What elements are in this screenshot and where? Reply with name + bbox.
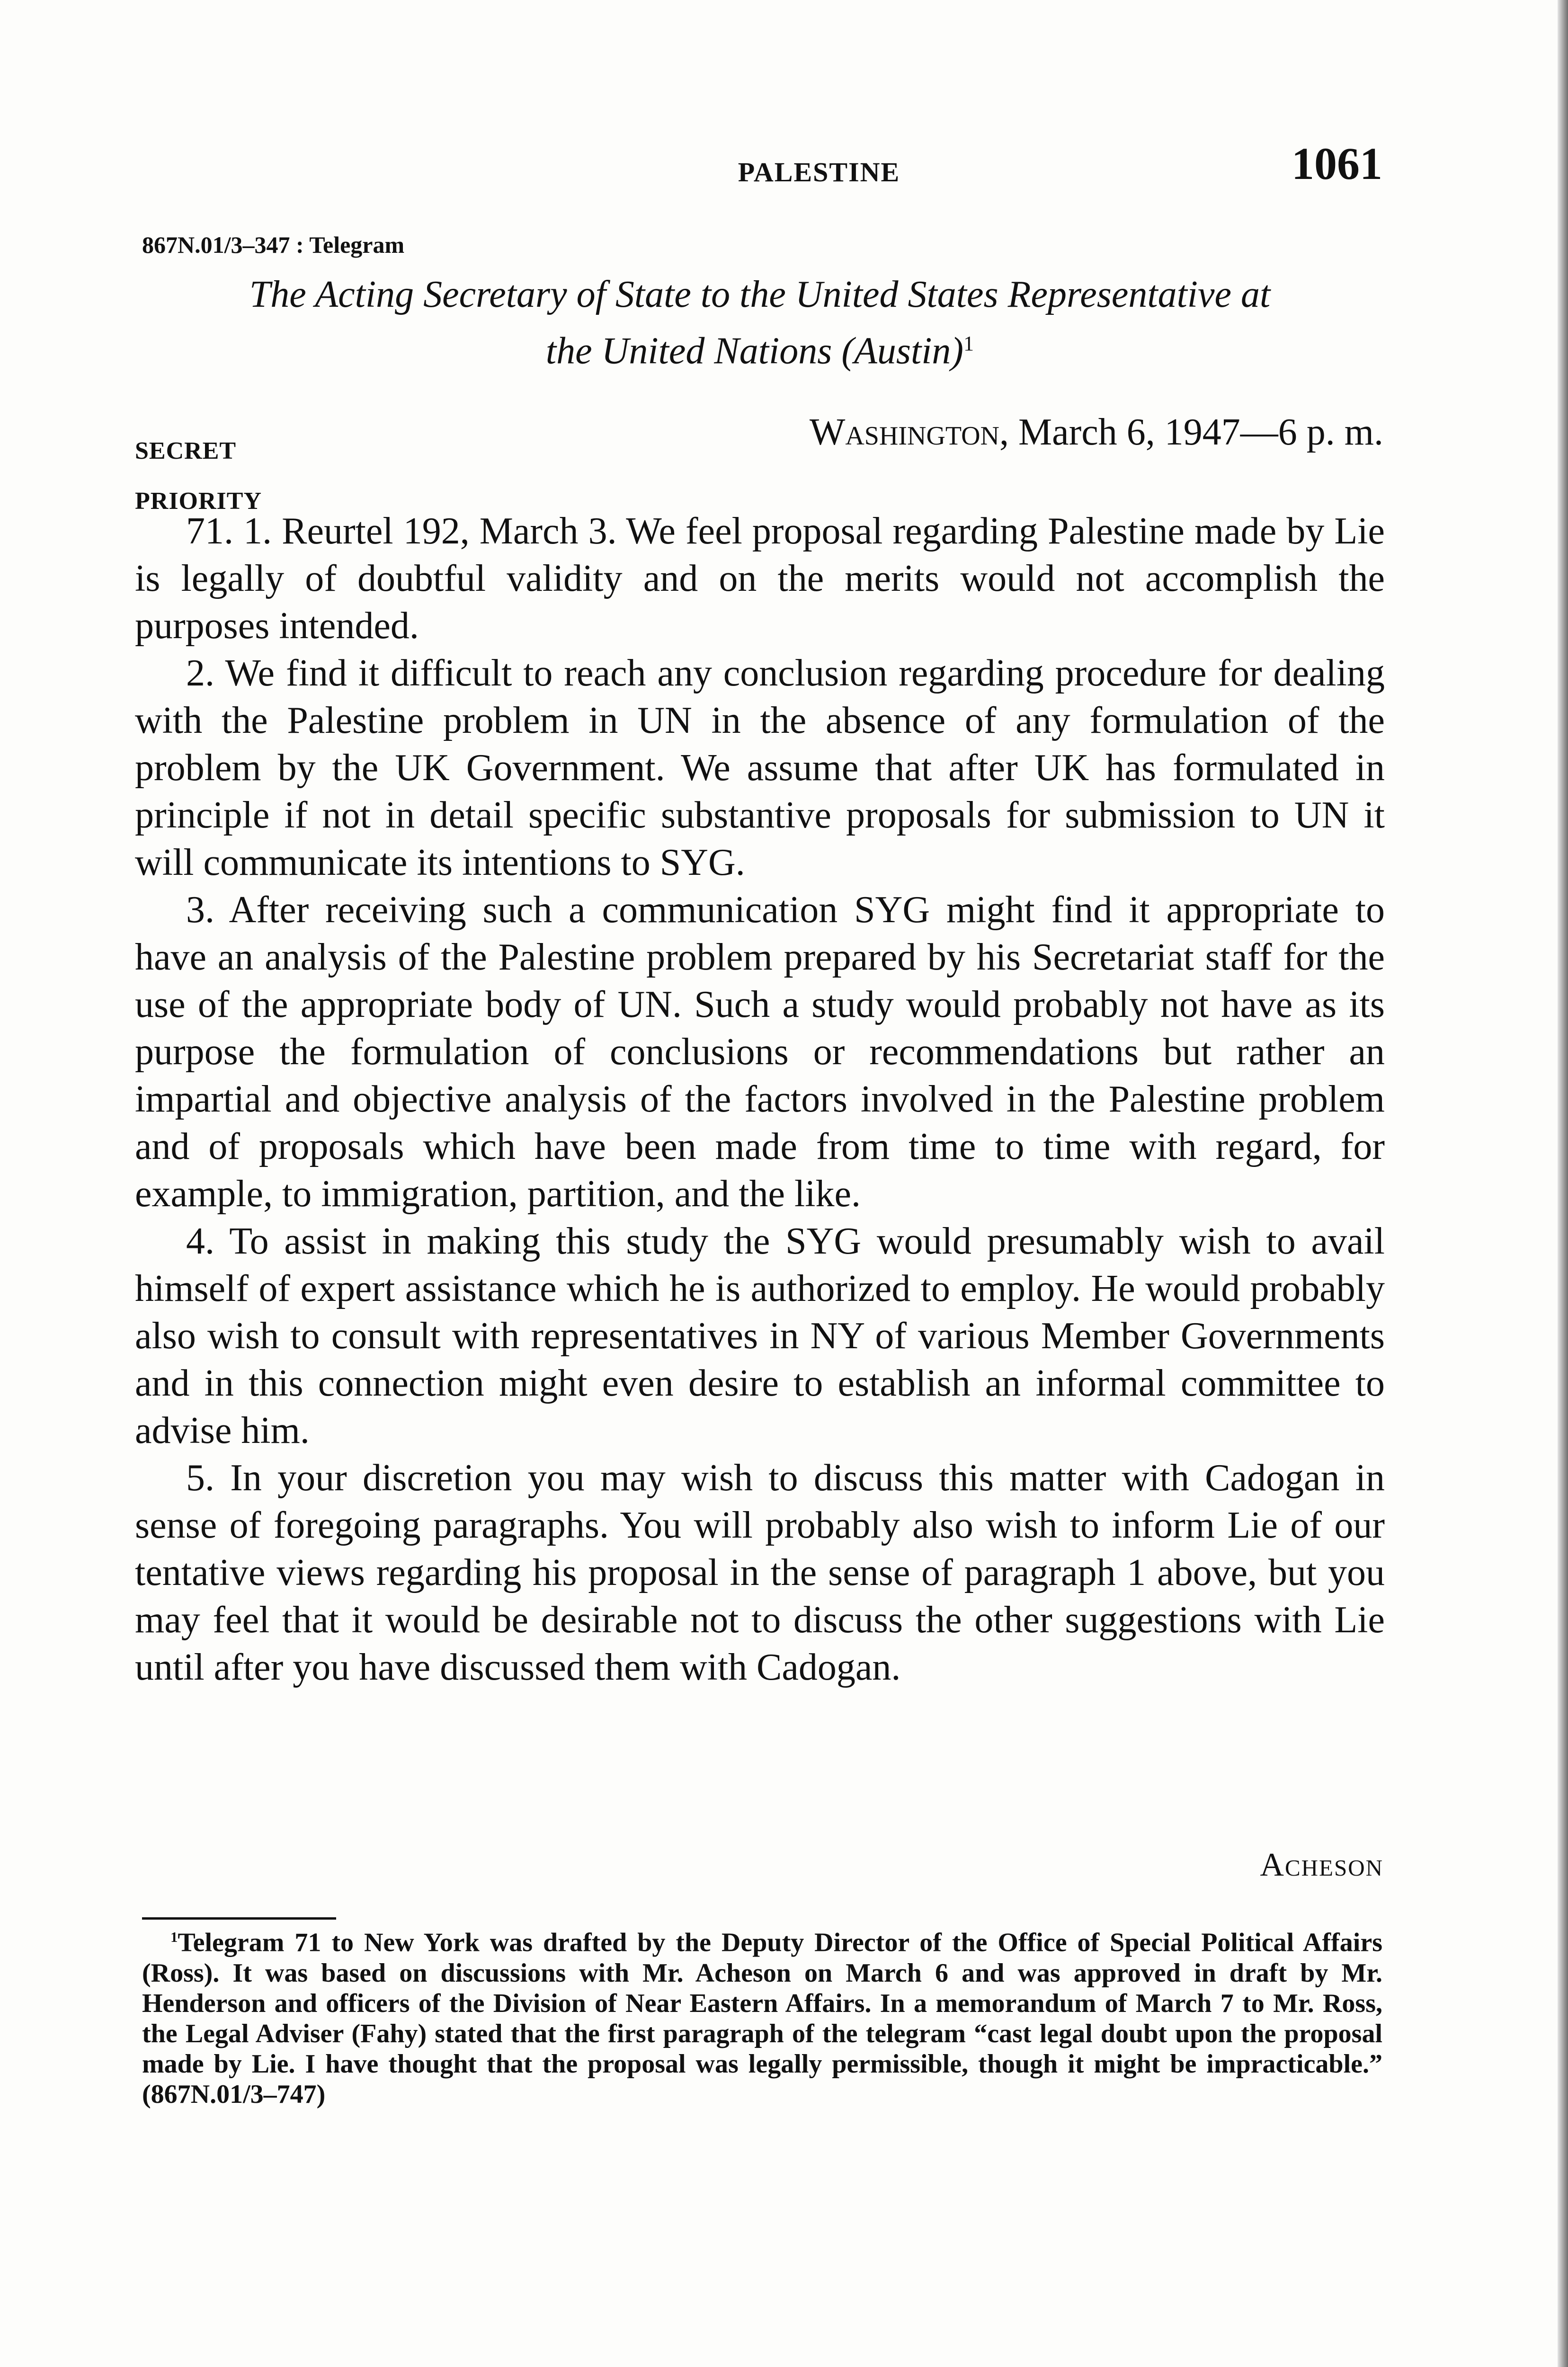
page-number: 1061 [1292, 138, 1382, 189]
signature: Acheson [1260, 1847, 1383, 1883]
running-head [133, 137, 1382, 204]
heading-footnote-marker: 1 [963, 332, 974, 355]
dateline [810, 411, 1383, 454]
precedence: PRIORITY [135, 488, 262, 515]
footnote-text: Telegram 71 to New York was drafted by the Deputy Director of the Office of Special Political Affairs (Ross). It was based on discussions with Mr. Acheson on March 6 and was approved in draft by Mr. Henderson and officers of the Division of Near Eastern Affairs. In a memorandum of March 7 to Mr. Ross, the Legal Adviser (Fahy) stated that the first paragraph of the telegram “cast legal doubt upon the proposal made by Lie. I have thought that the proposal was legally permissible, though it might be impracticable.” (867N.01/3–747) [142, 1928, 1382, 2109]
page-edge-shadow [1558, 0, 1568, 2367]
footnote [142, 1922, 1382, 2109]
dateline-place: Washington [809, 411, 999, 453]
dateline-date: , March 6, 1947—6 p. m. [999, 411, 1383, 453]
heading-line-2-wrapper [135, 319, 1385, 376]
document-heading [135, 270, 1385, 376]
paragraph-2: 2. We find it difficult to reach any conclusion regarding procedure for dealing with the Palestine problem in UN in the absence of any formulation of the problem by the UK Government. We assume that after UK has formulated in principle if not in detail specific substantive proposals for submission to UN it will communicate its intentions to SYG. [135, 652, 1385, 883]
paragraph-4: 4. To assist in making this study the SYG would presumably wish to avail himself of expert assistance which he is authorized to employ. He would probably also wish to consult with representatives in NY of various Member Governments and in this connection might even desire to establish an informal committee to advise him. [135, 1220, 1385, 1451]
heading-line-2: the United Nations (Austin) [545, 330, 964, 372]
running-title: PALESTINE [738, 157, 900, 187]
paragraph-5: 5. In your discretion you may wish to discuss this matter with Cadogan in sense of foregoing paragraphs. You will probably also wish to inform Lie of our tentative views regarding his proposal in the sense of paragraph 1 above, but you may feel that it would be desirable not to discuss the other suggestions with Lie until after you have discussed them with Cadogan. [135, 1457, 1385, 1688]
classification: SECRET [135, 437, 237, 464]
telegram-body [135, 507, 1385, 1691]
paragraph-3: 3. After receiving such a communication SYG might find it appropriate to have an analysis of the Palestine problem prepared by his Secretariat staff for the use of the appropriate body of UN. Such a study would probably not have as its purpose the formulation of conclusions or recommendations but rather an impartial and objective analysis of the factors involved in the Palestine problem and of proposals which have been made from time to time with regard, for example, to immigration, partition, and the like. [135, 889, 1385, 1215]
paragraph-1: 71. 1. Reurtel 192, March 3. We feel proposal regarding Palestine made by Lie is legally of doubtful validity and on the merits would not accomplish the purposes intended. [135, 510, 1385, 647]
heading-line-1: The Acting Secretary of State to the United States Representative at [249, 274, 1271, 315]
footnote-divider [142, 1917, 336, 1920]
footnote-marker: 1 [170, 1929, 178, 1945]
file-reference: 867N.01/3–347 : Telegram [142, 231, 405, 258]
